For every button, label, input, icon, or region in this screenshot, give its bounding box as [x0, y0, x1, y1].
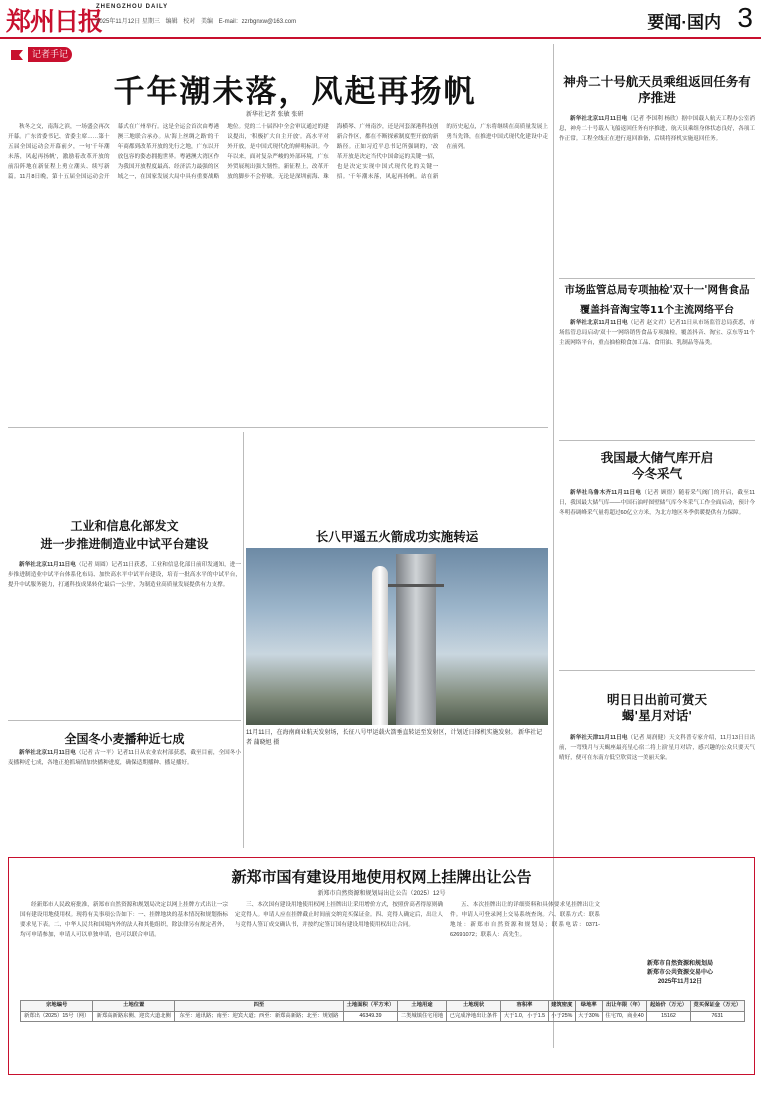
table-header-cell: 绿地率 — [575, 1001, 602, 1012]
section-divider — [8, 427, 548, 428]
table-cell: 新郑出（2025）15号（网） — [21, 1011, 93, 1022]
gas-headline: 我国最大储气库开启今冬采气 — [600, 450, 714, 481]
industry-dateline: 新华社北京11月11日电 — [19, 562, 76, 568]
table-header-cell: 宗地编号 — [21, 1001, 93, 1012]
food-dateline: 新华社北京11月11日电 — [570, 320, 628, 326]
rocket-credit: 新华社记者 蒲晓旭 摄 — [246, 730, 543, 746]
gas-dateline: 新华社乌鲁木齐11月11日电 — [570, 490, 642, 496]
shenzhou-text: （记者 李国利 杨欣）据中国载人航天工程办公室消息，神舟二十号载人飞船返回任务有序推进，航天员乘组身体状态良好，各项工作正常。工程全线正在进行返回准备，后续将择机实施返回任务。 — [559, 116, 755, 142]
table-cell: 7631 — [690, 1011, 744, 1022]
design-label: 美编 — [200, 19, 213, 25]
notice-right-text: 五、本次挂牌出让的详细资料和具体要求见挂牌出让文件。申请人可登录网上交易系统查询。六、联系方式：联系地址：新郑市自然资源和规划局；联系电话：0371-62691072；联系人：高先生。 — [450, 902, 600, 938]
table-header-cell: 四至 — [175, 1001, 344, 1012]
launch-tower — [396, 554, 436, 725]
gas-body — [559, 488, 755, 663]
food-body — [559, 318, 755, 433]
rocket-caption — [246, 728, 548, 748]
left-divider — [8, 720, 241, 721]
gas-text: （记者 顾煜）随着采气阀门的开启，截至11日，我国最大储气库——中国石油呼图壁储气库今冬采气工作全面启动，预计今冬明春调峰采气量将超过60亿立方米，为北方地区冬季供暖提供有力保障。 — [559, 490, 755, 516]
industry-body — [8, 560, 241, 720]
table-cell: 已完成净地出让条件 — [446, 1011, 500, 1022]
table-cell: 15162 — [647, 1011, 690, 1022]
food-headline: 市场监管总局专项抽检'双十一'网售食品 — [564, 284, 750, 296]
rocket-photo — [246, 548, 548, 725]
table-row — [21, 1011, 745, 1022]
food-subheadline: 覆盖抖音淘宝等11个主流网络平台 — [580, 305, 734, 316]
signature-line-1: 新郑市自然资源和规划局 — [646, 961, 713, 967]
notice-signature — [610, 960, 750, 987]
wheat-body — [8, 748, 241, 848]
shenzhou-dateline: 新华社北京11月11日电 — [570, 116, 628, 122]
notice-subheadline: 新郑市自然资源和规划局出让公告（2025）12号 — [317, 891, 446, 897]
table-header-cell: 起始价（万元） — [647, 1001, 690, 1012]
page-number: 3 — [737, 2, 753, 33]
table-header-cell: 土地面积（平方米） — [343, 1001, 397, 1012]
right-divider-2 — [559, 440, 755, 441]
editor-label: 编辑 — [165, 19, 178, 25]
signature-date: 2025年11月12日 — [657, 979, 703, 985]
wheat-dateline: 新华社北京11月11日电 — [19, 750, 76, 756]
signature-line-2: 新郑市公共资源交易中心 — [646, 970, 713, 976]
newspaper-logo: 郑州日报 — [6, 7, 103, 36]
table-cell: 二类城镇住宅用地 — [398, 1011, 447, 1022]
reporter-pin-icon — [8, 47, 26, 62]
wheat-text: （记者 古一平）记者11日从农业农村部获悉，截至目前，全国冬小麦播种近七成，各地正抢抓墒情加快播种进度，确保适期播种、播足播好。 — [8, 750, 241, 766]
notice-mid-text: 三、本次国有建设用地使用权网上挂牌出让采用增价方式，按照价高者得原则确定竞得人。申请人应在挂牌截止时间前交纳竞买保证金。四、竞得人确定后，出让人与竞得人签订成交确认书，并按约定签订国有建设用地使用权出让合同。 — [235, 902, 443, 928]
notice-body-right — [450, 900, 600, 992]
stars-dateline: 新华社天津11月11日电 — [570, 735, 628, 741]
table-header-row — [21, 1001, 745, 1012]
notice-left-text: 经新郑市人民政府批准，新郑市自然资源和规划局决定以网上挂牌方式出让一宗国有建设用地使用权。现将有关事项公告如下：一、挂牌地块的基本情况和规划指标要求见下表。二、中华人民共和国境内外的法人和其他组织，除法律另有规定者外，均可申请参加，申请人可以单独申请，也可以联合申请。 — [20, 902, 228, 938]
stars-headline: 明日日出前可赏天蝎'星月对话' — [606, 692, 707, 723]
right-divider-1 — [559, 278, 755, 279]
table-header-cell: 土地现状 — [446, 1001, 500, 1012]
industry-headline-2: 进一步推进制造业中试平台建设 — [40, 537, 209, 551]
lead-byline: 新华社记者 张敏 张研 — [246, 112, 304, 118]
table-header-cell: 容积率 — [501, 1001, 549, 1012]
header-rule — [0, 37, 761, 39]
industry-headline-1: 工业和信息化部发文 — [70, 519, 179, 533]
reporter-note-tag: 记者手记 — [28, 47, 72, 62]
masthead — [0, 0, 761, 40]
table-header-cell: 土地位置 — [93, 1001, 175, 1012]
english-title: ZHENGZHOU DAILY — [96, 4, 169, 10]
masthead-meta — [96, 16, 300, 25]
shenzhou-headline: 神舟二十号航天员乘组返回任务有序推进 — [563, 74, 751, 105]
wheat-headline: 全国冬小麦播种近七成 — [64, 732, 185, 746]
table-header-cell: 土地用途 — [398, 1001, 447, 1012]
notice-body-left — [20, 900, 228, 992]
lead-body — [8, 122, 548, 422]
table-cell: 小于25% — [548, 1011, 575, 1022]
notice-headline: 新郑市国有建设用地使用权网上挂牌出让公告 — [231, 868, 532, 886]
shenzhou-body — [559, 114, 755, 264]
table-cell: 住宅70，商业40 — [602, 1011, 647, 1022]
table-cell: 东至：通讯路；南至：迎宾大道；西至：新郑高新路；北至：规划路 — [175, 1011, 344, 1022]
photo-divider — [243, 432, 244, 848]
notice-body-mid — [235, 900, 443, 992]
lead-headline: 千年潮未落，风起再扬帆 — [113, 74, 477, 110]
check-label: 校对 — [183, 19, 196, 25]
email[interactable]: E-mail：zzrbgnxw@163.com — [218, 19, 297, 25]
rocket-headline: 长八甲遥五火箭成功实施转运 — [315, 529, 479, 544]
table-header-cell: 竞买保证金（万元） — [690, 1001, 744, 1012]
rocket-caption-text: 11月11日，在海南商业航天发射场，长征八号甲运载火箭垂直转运至发射区，计划近日择机实施发射。 — [246, 730, 517, 736]
table-cell: 大于30% — [575, 1011, 602, 1022]
lead-text: 秋冬之交，南海之滨，一场盛会再次开幕。广东省委书记、省委主席……第十五届全国运动会开幕前夕，一句'千年潮未落，风起再扬帆'，激励着改革开放的前沿阵地在新征程上勇立潮头、续写新篇。11月8日晚，第十五届全国运动会开幕式在广州举行。这是全运会首次由粤港澳三地联合承办。从'海上丝绸之路'的千年商都到改革开放的先行之地，广东以开放包容的姿态拥抱世界。粤港澳大湾区作为我国开放程度最高、经济活力最强的区域之一，在国家发展大局中具有重要战略地位。党的二十届四中全会审议通过的建议提出，'积极扩大自主开放'。高水平对外开放，是中国式现代化的鲜明标识。今年以来，面对复杂严峻的外部环境，广东外贸展现出强大韧性。新征程上，改革开放的脚步不会停歇。无论是深圳前海、珠海横琴、广州南沙，还是河套深港科技创新合作区，都在不断探索制度型开放的新路径。正如习近平总书记所强调的，'改革开放是决定当代中国命运的关键一招，也是决定实现中国式现代化的关键一招。'千年潮未落，风起再扬帆。站在新的历史起点，广东将继续在高质量发展上勇当先锋，在推进中国式现代化建设中走在前列。 — [8, 124, 548, 180]
table-cell: 46349.39 — [343, 1011, 397, 1022]
industry-text: （记者 周圆）记者11日获悉，工业和信息化部日前印发通知，进一步推进制造业中试平台体系化布局、加快高水平中试平台建设，培育一批高水平的中试平台，提升中试服务能力，打通科技成果转化'最后一公里'，为制造业高质量发展提供有力支撑。 — [8, 562, 241, 588]
rocket-image — [372, 566, 388, 725]
table-cell: 新郑高新路东侧、迎宾大道北侧 — [93, 1011, 175, 1022]
table-header-cell: 出让年限（年） — [602, 1001, 647, 1012]
notice-table — [20, 1000, 745, 1070]
table-header-cell: 建筑密度 — [548, 1001, 575, 1012]
right-divider-3 — [559, 670, 755, 671]
food-text: （记者 赵文君）记者11日从市场监管总局获悉，市场监管总局启动'双十一'网络销售食品专项抽检，覆盖抖音、淘宝、京东等11个主流网络平台，重点抽检粮食加工品、食用油、乳制品等品类。 — [559, 320, 755, 346]
table-cell: 大于1.0，小于1.5 — [501, 1011, 549, 1022]
section-name: 要闻·国内 — [647, 13, 721, 32]
stars-text: （记者 周润健）天文科普专家介绍，11月13日日出前，一弯残月与天蝎座最亮星心宿二将上演'星月对话'，感兴趣的公众只要天气晴好，便可在东南方低空欣赏这一美丽天象。 — [559, 735, 755, 761]
date-line: 2025年11月12日 星期三 — [96, 19, 160, 25]
stars-body — [559, 733, 755, 853]
